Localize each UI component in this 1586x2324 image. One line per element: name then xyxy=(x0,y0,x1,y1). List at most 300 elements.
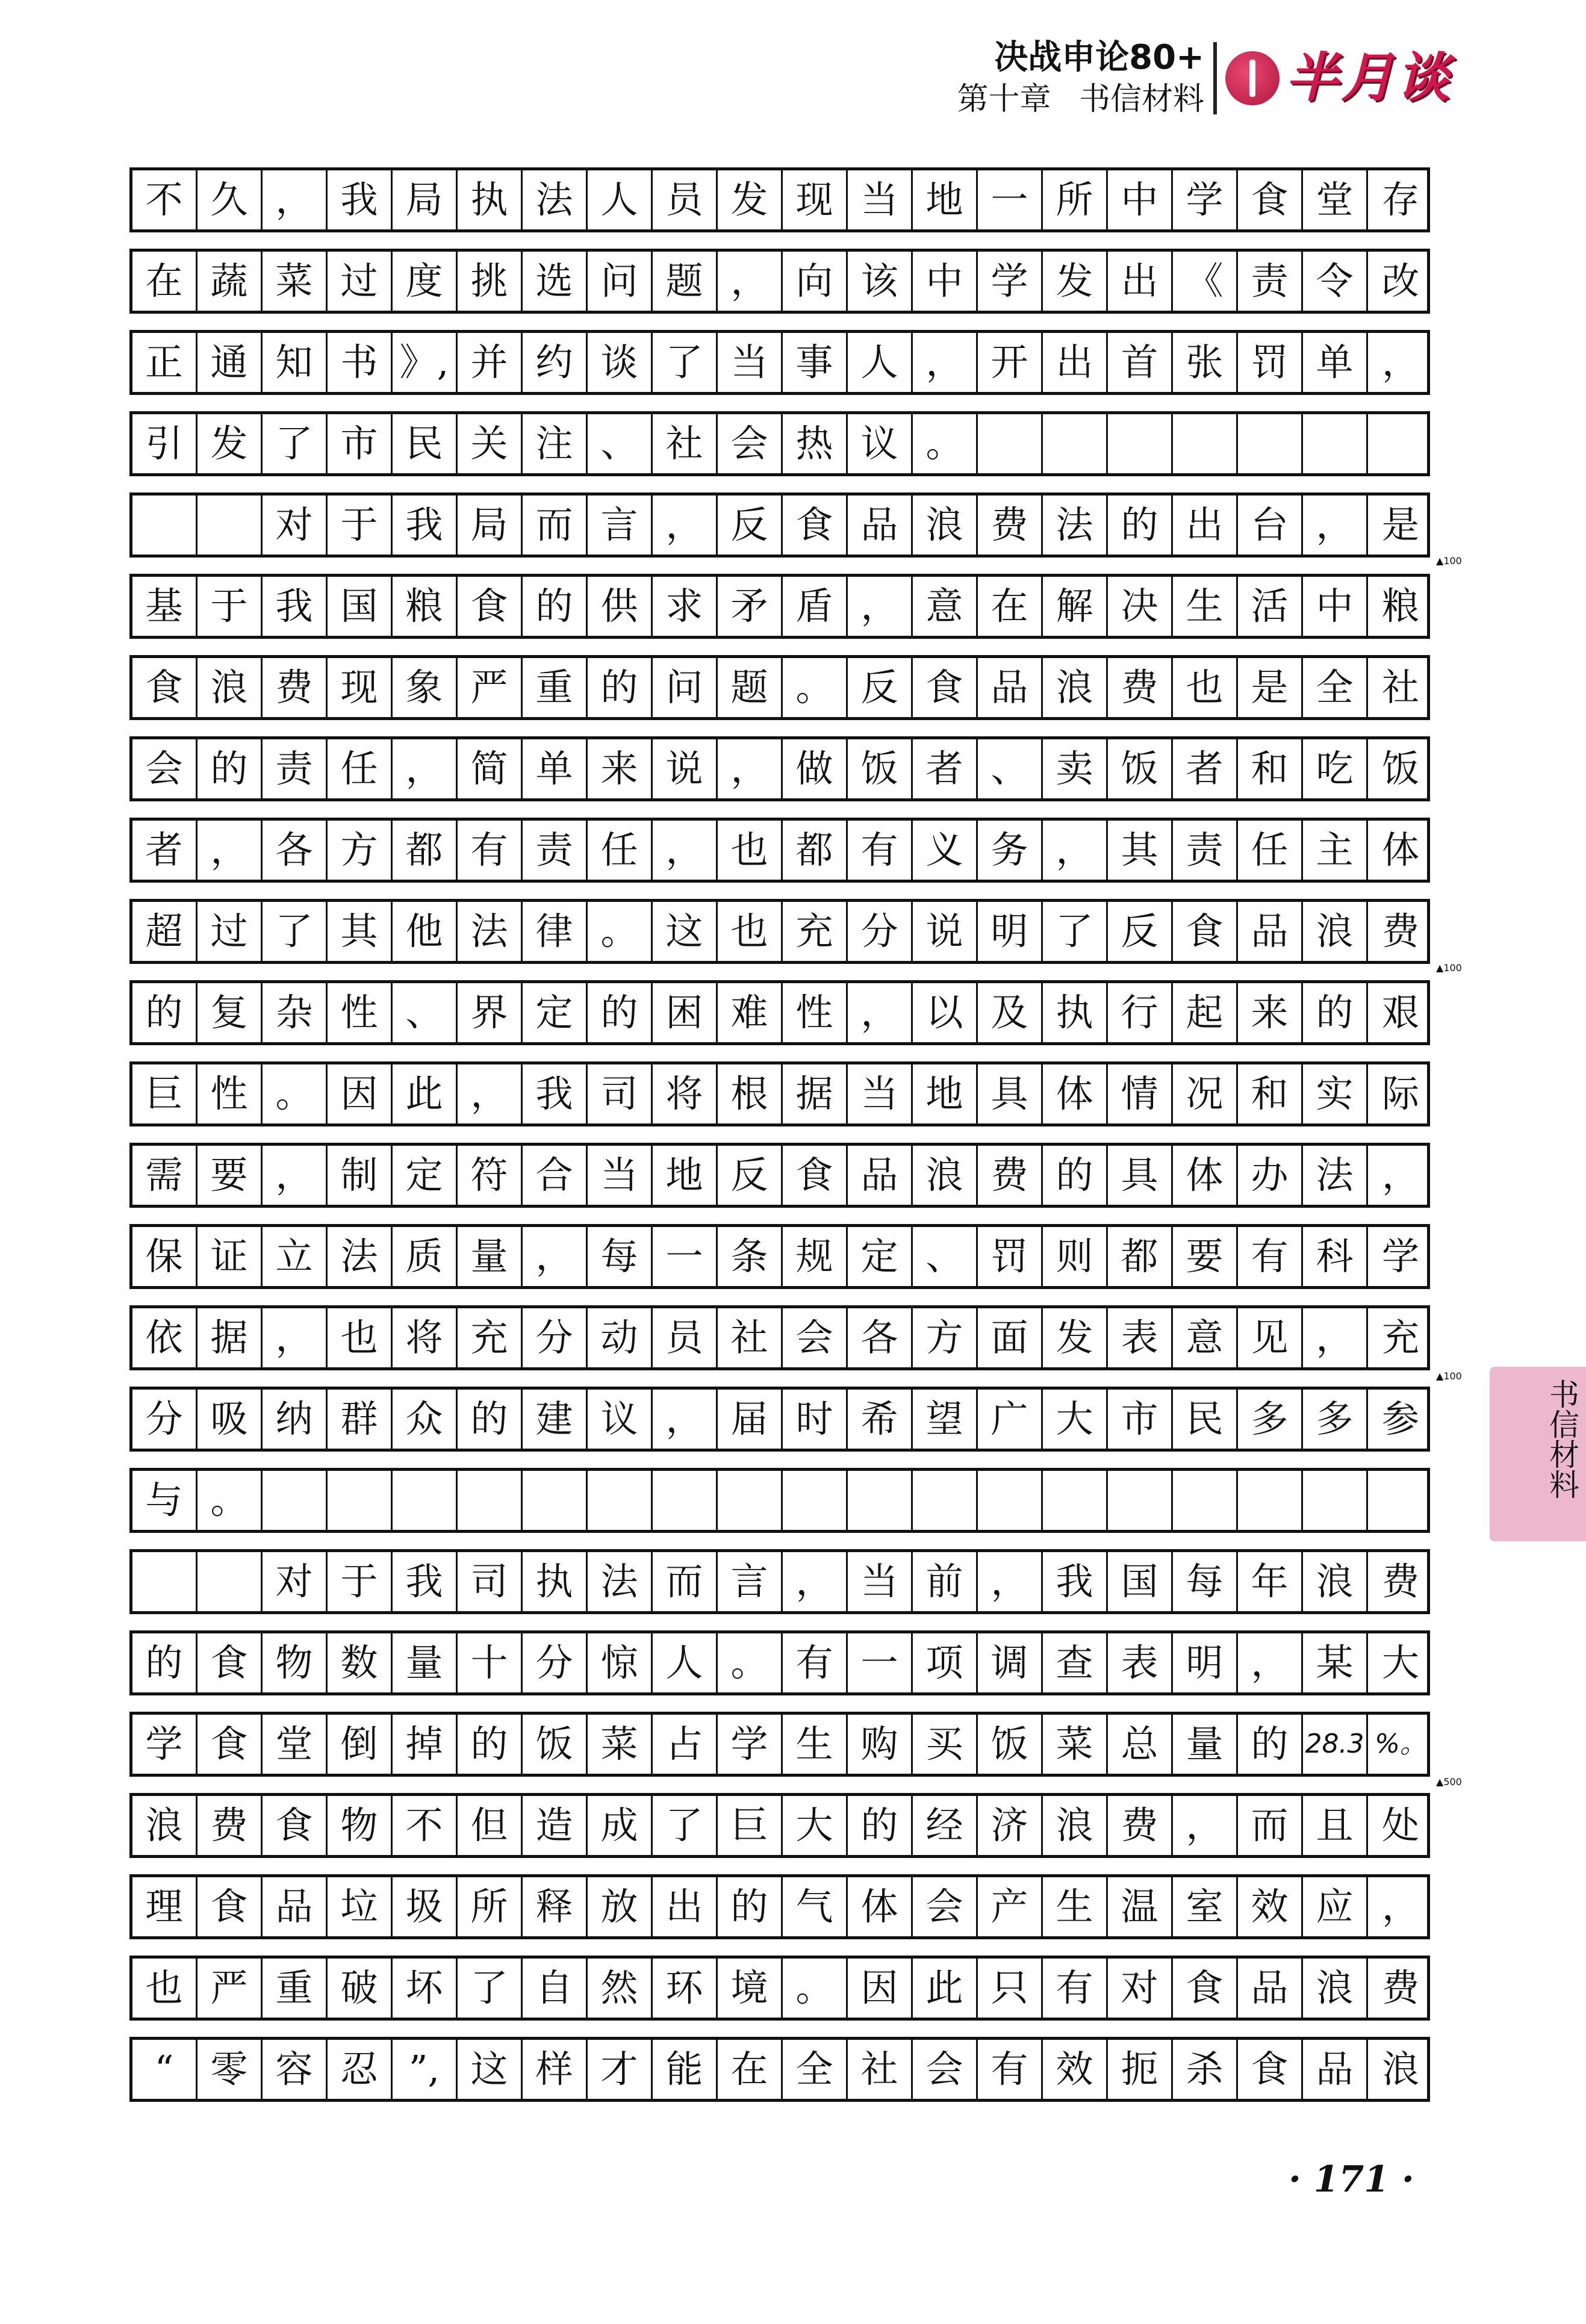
grid-cell: 表 xyxy=(1108,1308,1173,1367)
grid-cell: 》, xyxy=(393,333,458,392)
grid-cell: 气 xyxy=(783,1877,848,1936)
grid-cell: 主 xyxy=(1303,821,1368,880)
grid-cell: 购 xyxy=(848,1715,913,1774)
grid-cell: 活 xyxy=(1238,577,1303,636)
grid-cell: 。 xyxy=(197,1471,263,1530)
grid-cell: 生 xyxy=(1173,577,1238,636)
grid-cell: 动 xyxy=(588,1308,653,1367)
grid-cell: 者 xyxy=(1173,739,1238,798)
grid-row xyxy=(129,1793,1430,1858)
grid-cell: 矛 xyxy=(718,577,783,636)
grid-cell: 存 xyxy=(1381,178,1419,222)
grid-cell: 也 xyxy=(1173,658,1238,717)
grid-cell: 的 xyxy=(523,577,588,636)
grid-cell: 《 xyxy=(1173,252,1238,311)
grid-cell: ， xyxy=(1303,496,1368,555)
grid-cell: 的 xyxy=(132,983,197,1042)
grid-cell: 和 xyxy=(1238,739,1303,798)
grid-cell: 品 xyxy=(848,496,913,555)
grid-cell: 项 xyxy=(913,1633,978,1692)
grid-cell: 和 xyxy=(1238,1064,1303,1123)
grid-cell: 全 xyxy=(783,2040,848,2099)
grid-cell: ， xyxy=(263,1308,328,1367)
grid-cell: 饭 xyxy=(1381,747,1419,791)
grid-cell: 在 xyxy=(718,2040,783,2099)
grid-cell: ， xyxy=(718,739,783,798)
grid-cell: 法 xyxy=(523,170,588,229)
grid-cell: ”, xyxy=(393,2040,458,2099)
grid-cell: 而 xyxy=(523,496,588,555)
grid-cell: 界 xyxy=(458,983,523,1042)
logo-emblem-icon xyxy=(1225,51,1280,105)
grid-cell: 食 xyxy=(197,1633,263,1692)
grid-cell: 一 xyxy=(653,1227,718,1286)
grid-cell: 这 xyxy=(458,2040,523,2099)
grid-cell: 量 xyxy=(1173,1715,1238,1774)
grid-cell: 民 xyxy=(1173,1390,1238,1449)
publisher-logo xyxy=(1225,45,1466,111)
grid-cell: 。 xyxy=(718,1633,783,1692)
grid-cell: 蔬 xyxy=(197,252,263,311)
grid-cell: 样 xyxy=(523,2040,588,2099)
grid-cell: 难 xyxy=(718,983,783,1042)
grid-cell: 粮 xyxy=(1381,584,1419,628)
grid-cell: 也 xyxy=(328,1308,393,1367)
grid-cell: 学 xyxy=(1381,1234,1419,1278)
grid-cell: 表 xyxy=(1108,1633,1173,1692)
grid-cell: 当 xyxy=(718,333,783,392)
grid-cell: 食 xyxy=(783,496,848,555)
grid-row xyxy=(129,167,1430,232)
grid-cell: 饭 xyxy=(978,1715,1043,1774)
grid-cell: 执 xyxy=(1043,983,1108,1042)
grid-cell: 前 xyxy=(913,1552,978,1611)
grid-cell: 市 xyxy=(328,414,393,473)
grid-cell: 菜 xyxy=(1043,1715,1108,1774)
grid-cell xyxy=(978,1471,1043,1530)
grid-cell: 规 xyxy=(783,1227,848,1286)
grid-cell: 所 xyxy=(1043,170,1108,229)
grid-cell: 罚 xyxy=(978,1227,1043,1286)
grid-cell: 纳 xyxy=(263,1390,328,1449)
grid-cell: ， xyxy=(913,333,978,392)
grid-cell: 挑 xyxy=(458,252,523,311)
grid-cell: 发 xyxy=(1043,252,1108,311)
grid-cell: 品 xyxy=(1238,1959,1303,2018)
grid-cell: 据 xyxy=(197,1308,263,1367)
grid-cell: 大 xyxy=(1381,1641,1419,1685)
grid-cell: 的 xyxy=(1043,1146,1108,1205)
grid-cell: 定 xyxy=(848,1227,913,1286)
grid-cell: 市 xyxy=(1108,1390,1173,1449)
grid-cell: 于 xyxy=(197,577,263,636)
grid-cell: 地 xyxy=(913,1064,978,1123)
grid-cell: 广 xyxy=(978,1390,1043,1449)
grid-row xyxy=(129,655,1430,720)
grid-cell: 的 xyxy=(588,658,653,717)
grid-cell xyxy=(1303,1471,1368,1530)
grid-cell: 卖 xyxy=(1043,739,1108,798)
grid-cell: 言 xyxy=(588,496,653,555)
grid-cell: 现 xyxy=(783,170,848,229)
grid-cell: 群 xyxy=(328,1390,393,1449)
grid-cell: 供 xyxy=(588,577,653,636)
grid-row xyxy=(129,1549,1430,1614)
grid-cell xyxy=(1173,1471,1238,1530)
grid-cell: 说 xyxy=(913,902,978,961)
grid-cell: 了 xyxy=(263,414,328,473)
grid-cell: 对 xyxy=(263,1552,328,1611)
grid-cell: 及 xyxy=(978,983,1043,1042)
grid-cell: %。 xyxy=(1375,1729,1426,1759)
grid-cell: 言 xyxy=(718,1552,783,1611)
grid-cell: ， xyxy=(653,821,718,880)
grid-cell: 学 xyxy=(1173,170,1238,229)
grid-cell: 我 xyxy=(1043,1552,1108,1611)
header-divider xyxy=(1213,42,1217,114)
grid-cell: 食 xyxy=(132,658,197,717)
grid-cell: 民 xyxy=(393,414,458,473)
grid-cell: 办 xyxy=(1238,1146,1303,1205)
grid-cell: ， xyxy=(718,252,783,311)
grid-cell: 都 xyxy=(783,821,848,880)
grid-cell: 全 xyxy=(1303,658,1368,717)
grid-cell xyxy=(197,496,263,555)
grid-cell: 是 xyxy=(1381,503,1419,547)
grid-row xyxy=(129,1712,1430,1777)
grid-cell: 超 xyxy=(132,902,197,961)
grid-cell: 时 xyxy=(783,1390,848,1449)
grid-cell: 浪 xyxy=(1043,1796,1108,1855)
grid-cell: 分 xyxy=(848,902,913,961)
grid-cell: 有 xyxy=(848,821,913,880)
grid-cell: 合 xyxy=(523,1146,588,1205)
grid-cell xyxy=(393,1471,458,1530)
grid-cell: 方 xyxy=(913,1308,978,1367)
grid-cell: 在 xyxy=(132,252,197,311)
grid-cell: 巨 xyxy=(132,1064,197,1123)
grid-row xyxy=(129,492,1430,558)
grid-cell: 问 xyxy=(653,658,718,717)
grid-cell: 证 xyxy=(197,1227,263,1286)
grid-cell: 浪 xyxy=(913,1146,978,1205)
grid-cell: 费 xyxy=(1381,909,1419,953)
grid-cell: 物 xyxy=(328,1796,393,1855)
grid-cell: 费 xyxy=(197,1796,263,1855)
grid-cell: 任 xyxy=(1238,821,1303,880)
grid-cell: 也 xyxy=(718,902,783,961)
grid-cell: 费 xyxy=(978,496,1043,555)
grid-cell: 巨 xyxy=(718,1796,783,1855)
grid-cell: 司 xyxy=(458,1552,523,1611)
grid-cell: 执 xyxy=(458,170,523,229)
grid-cell: 责 xyxy=(1173,821,1238,880)
grid-cell xyxy=(523,1471,588,1530)
grid-cell xyxy=(1303,414,1368,473)
grid-cell: 我 xyxy=(393,496,458,555)
grid-cell: 物 xyxy=(263,1633,328,1692)
grid-cell: 体 xyxy=(848,1877,913,1936)
grid-cell: ， xyxy=(1303,1308,1368,1367)
grid-cell: 者 xyxy=(132,821,197,880)
grid-cell: 符 xyxy=(458,1146,523,1205)
grid-cell: 费 xyxy=(978,1146,1043,1205)
grid-row xyxy=(129,574,1430,639)
grid-cell: 因 xyxy=(328,1064,393,1123)
grid-cell: 建 xyxy=(523,1390,588,1449)
grid-cell: 占 xyxy=(653,1715,718,1774)
grid-cell: 都 xyxy=(393,821,458,880)
grid-cell: 品 xyxy=(263,1877,328,1936)
grid-cell: 久 xyxy=(197,170,263,229)
grid-cell: 各 xyxy=(263,821,328,880)
grid-cell: 地 xyxy=(913,170,978,229)
grid-cell: 复 xyxy=(197,983,263,1042)
grid-cell: 效 xyxy=(1238,1877,1303,1936)
grid-cell: 严 xyxy=(458,658,523,717)
grid-cell: 掉 xyxy=(393,1715,458,1774)
grid-cell: 成 xyxy=(588,1796,653,1855)
grid-cell: ， xyxy=(1238,1633,1303,1692)
grid-row xyxy=(129,1630,1430,1695)
grid-cell: 将 xyxy=(393,1308,458,1367)
grid-cell: 质 xyxy=(393,1227,458,1286)
grid-cell: 过 xyxy=(197,902,263,961)
grid-cell: 反 xyxy=(1108,902,1173,961)
grid-cell: 向 xyxy=(783,252,848,311)
grid-cell: 员 xyxy=(653,170,718,229)
grid-cell xyxy=(588,1471,653,1530)
grid-cell: 谈 xyxy=(588,333,653,392)
grid-cell: 零 xyxy=(197,2040,263,2099)
grid-cell: 坏 xyxy=(393,1959,458,2018)
grid-cell: 也 xyxy=(132,1959,197,2018)
grid-cell xyxy=(783,1471,848,1530)
grid-cell: 人 xyxy=(848,333,913,392)
grid-cell: ， xyxy=(393,739,458,798)
grid-cell: 人 xyxy=(588,170,653,229)
grid-cell: 条 xyxy=(718,1227,783,1286)
grid-cell: 局 xyxy=(458,496,523,555)
grid-cell: 浪 xyxy=(1043,658,1108,717)
grid-cell: 要 xyxy=(1173,1227,1238,1286)
grid-cell: 来 xyxy=(588,739,653,798)
grid-cell: 的 xyxy=(197,739,263,798)
grid-cell: 要 xyxy=(197,1146,263,1205)
grid-cell: 司 xyxy=(588,1064,653,1123)
grid-cell: 每 xyxy=(1173,1552,1238,1611)
grid-cell: 的 xyxy=(1108,496,1173,555)
grid-cell: 自 xyxy=(523,1959,588,2018)
grid-cell: 责 xyxy=(1238,252,1303,311)
grid-cell: 基 xyxy=(132,577,197,636)
grid-cell: 的 xyxy=(458,1715,523,1774)
grid-cell: 了 xyxy=(653,1796,718,1855)
grid-cell: 食 xyxy=(1238,170,1303,229)
grid-cell: 中 xyxy=(913,252,978,311)
grid-cell: 正 xyxy=(132,333,197,392)
grid-cell: 品 xyxy=(848,1146,913,1205)
side-tab-label: 书信材料 xyxy=(1544,1379,1579,1499)
grid-cell: 粮 xyxy=(393,577,458,636)
grid-cell: 了 xyxy=(1043,902,1108,961)
grid-cell: 温 xyxy=(1108,1877,1173,1936)
grid-cell: 参 xyxy=(1381,1397,1419,1441)
grid-cell: ， xyxy=(978,1552,1043,1611)
grid-cell: 释 xyxy=(523,1877,588,1936)
grid-cell: 食 xyxy=(1173,902,1238,961)
grid-cell: 吸 xyxy=(197,1390,263,1449)
grid-cell: 浪 xyxy=(197,658,263,717)
grid-cell: 食 xyxy=(1238,2040,1303,2099)
grid-cell: 容 xyxy=(263,2040,328,2099)
grid-cell: 会 xyxy=(913,1877,978,1936)
grid-cell: 浪 xyxy=(1303,1552,1368,1611)
grid-cell: 能 xyxy=(653,2040,718,2099)
grid-cell: 科 xyxy=(1303,1227,1368,1286)
grid-cell: 发 xyxy=(197,414,263,473)
word-count-marker: ▲100 xyxy=(1436,1370,1462,1382)
grid-cell: 令 xyxy=(1303,252,1368,311)
grid-cell: 一 xyxy=(978,170,1043,229)
grid-cell: 说 xyxy=(653,739,718,798)
grid-cell: 学 xyxy=(978,252,1043,311)
grid-cell: 费 xyxy=(1381,1966,1419,2010)
grid-cell: 有 xyxy=(978,2040,1043,2099)
grid-cell: 反 xyxy=(718,496,783,555)
grid-cell: 量 xyxy=(393,1633,458,1692)
section-side-tab xyxy=(1490,1367,1586,1541)
grid-cell: 只 xyxy=(978,1959,1043,2018)
grid-cell: 调 xyxy=(978,1633,1043,1692)
grid-cell: 杀 xyxy=(1173,2040,1238,2099)
grid-cell: 食 xyxy=(783,1146,848,1205)
grid-cell: ， xyxy=(848,983,913,1042)
grid-cell: 、 xyxy=(588,414,653,473)
grid-cell: 的 xyxy=(132,1633,197,1692)
grid-cell: 义 xyxy=(913,821,978,880)
grid-cell: 罚 xyxy=(1238,333,1303,392)
grid-cell xyxy=(1368,414,1433,473)
grid-cell: 是 xyxy=(1238,658,1303,717)
grid-cell: 他 xyxy=(393,902,458,961)
grid-cell: 保 xyxy=(132,1227,197,1286)
grid-cell: 我 xyxy=(328,170,393,229)
grid-cell: 有 xyxy=(1043,1959,1108,2018)
grid-cell: ， xyxy=(1173,1796,1238,1855)
grid-row xyxy=(129,818,1430,883)
grid-cell: 充 xyxy=(458,1308,523,1367)
grid-cell: ， xyxy=(783,1552,848,1611)
grid-cell: 社 xyxy=(848,2040,913,2099)
grid-cell: 立 xyxy=(263,1227,328,1286)
grid-cell: 有 xyxy=(458,821,523,880)
grid-cell xyxy=(718,1471,783,1530)
grid-cell: 发 xyxy=(1043,1308,1108,1367)
grid-cell: 会 xyxy=(132,739,197,798)
grid-cell: 我 xyxy=(263,577,328,636)
grid-cell xyxy=(1108,1471,1173,1530)
grid-cell: 具 xyxy=(978,1064,1043,1123)
grid-cell: 的 xyxy=(458,1390,523,1449)
logo-text: 半月谈 xyxy=(1286,46,1452,108)
grid-cell: 且 xyxy=(1303,1796,1368,1855)
grid-cell: 堂 xyxy=(263,1715,328,1774)
grid-cell: 重 xyxy=(263,1959,328,2018)
grid-cell: 明 xyxy=(978,902,1043,961)
grid-row xyxy=(129,1305,1430,1370)
grid-cell: 食 xyxy=(913,658,978,717)
grid-cell: 体 xyxy=(1173,1146,1238,1205)
grid-cell: 简 xyxy=(458,739,523,798)
grid-cell: 体 xyxy=(1381,828,1419,872)
grid-cell: 单 xyxy=(1303,333,1368,392)
grid-cell: 。 xyxy=(913,414,978,473)
grid-cell: 做 xyxy=(783,739,848,798)
grid-cell: 应 xyxy=(1303,1877,1368,1936)
grid-cell: 此 xyxy=(913,1959,978,2018)
grid-cell: “ xyxy=(132,2040,197,2099)
grid-cell xyxy=(263,1471,328,1530)
grid-cell: 圾 xyxy=(393,1877,458,1936)
grid-cell: 菜 xyxy=(263,252,328,311)
grid-cell: 于 xyxy=(328,1552,393,1611)
grid-cell: 法 xyxy=(1303,1146,1368,1205)
grid-cell: 环 xyxy=(653,1959,718,2018)
grid-cell: 法 xyxy=(1043,496,1108,555)
grid-cell: 。 xyxy=(588,902,653,961)
grid-cell: 生 xyxy=(783,1715,848,1774)
grid-cell: 分 xyxy=(523,1308,588,1367)
grid-cell: 法 xyxy=(458,902,523,961)
grid-cell: 但 xyxy=(458,1796,523,1855)
grid-cell: 度 xyxy=(393,252,458,311)
grid-cell: 浪 xyxy=(132,1796,197,1855)
grid-cell: 注 xyxy=(523,414,588,473)
grid-cell: 其 xyxy=(328,902,393,961)
grid-cell: 食 xyxy=(1173,1959,1238,2018)
grid-cell xyxy=(458,1471,523,1530)
grid-row xyxy=(129,1874,1430,1939)
grid-cell: 明 xyxy=(1173,1633,1238,1692)
grid-cell: 执 xyxy=(523,1552,588,1611)
grid-cell: 众 xyxy=(393,1390,458,1449)
grid-cell: 定 xyxy=(523,983,588,1042)
grid-cell: ， xyxy=(653,1390,718,1449)
grid-cell: 效 xyxy=(1043,2040,1108,2099)
grid-cell: 食 xyxy=(458,577,523,636)
grid-cell: 选 xyxy=(523,252,588,311)
grid-cell: 经 xyxy=(913,1796,978,1855)
grid-cell: 多 xyxy=(1303,1390,1368,1449)
grid-cell: 的 xyxy=(588,983,653,1042)
grid-cell: 面 xyxy=(978,1308,1043,1367)
grid-cell: 的 xyxy=(1303,983,1368,1042)
grid-cell: 杂 xyxy=(263,983,328,1042)
grid-row xyxy=(129,2037,1430,2102)
grid-cell: 浪 xyxy=(1381,2047,1419,2091)
grid-cell: 、 xyxy=(393,983,458,1042)
grid-cell: 我 xyxy=(523,1064,588,1123)
grid-cell: 这 xyxy=(653,902,718,961)
word-count-marker: ▲100 xyxy=(1436,555,1462,567)
grid-cell: 浪 xyxy=(1303,902,1368,961)
grid-cell xyxy=(1108,414,1173,473)
grid-cell: 了 xyxy=(458,1959,523,2018)
grid-cell: 性 xyxy=(783,983,848,1042)
grid-cell: 届 xyxy=(718,1390,783,1449)
grid-cell: 对 xyxy=(1108,1959,1173,2018)
